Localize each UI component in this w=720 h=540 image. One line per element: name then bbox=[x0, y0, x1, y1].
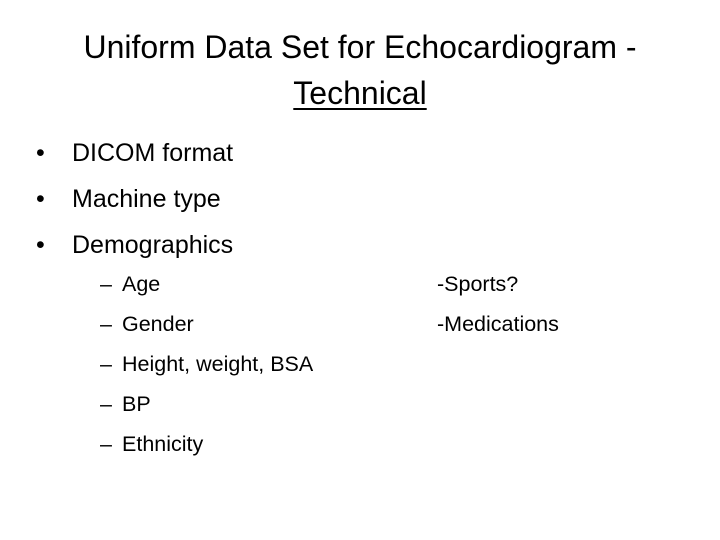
title-line-2: Technical bbox=[293, 75, 427, 111]
sub-bullet-item bbox=[100, 264, 313, 304]
bullet-item bbox=[36, 222, 233, 268]
sub-bullet-item bbox=[100, 344, 313, 384]
sub-bullet-item bbox=[100, 304, 313, 344]
bullet-marker: • bbox=[36, 139, 45, 167]
sub-bullet-text: Ethnicity bbox=[122, 432, 204, 456]
sub-bullet-item bbox=[100, 384, 313, 424]
sub-bullet-list bbox=[100, 264, 313, 464]
bullet-text: DICOM format bbox=[72, 139, 234, 167]
sub-bullet-text: Age bbox=[122, 272, 161, 296]
sub-bullet-item bbox=[100, 424, 313, 464]
sub-bullet-marker: – bbox=[100, 392, 112, 416]
sub-bullet-marker: – bbox=[100, 312, 112, 336]
bullet-item bbox=[36, 176, 233, 222]
slide-title bbox=[20, 24, 700, 116]
bullet-text: Machine type bbox=[72, 185, 221, 213]
sub-bullet-text: Height, weight, BSA bbox=[122, 352, 314, 376]
bullet-marker: • bbox=[36, 231, 45, 259]
side-note: -Sports? bbox=[437, 272, 519, 296]
bullet-marker: • bbox=[36, 185, 45, 213]
sub-bullet-text: BP bbox=[122, 392, 151, 416]
sub-bullet-marker: – bbox=[100, 432, 112, 456]
bullet-list bbox=[36, 130, 233, 268]
title-line-1: Uniform Data Set for Echocardiogram - bbox=[83, 29, 637, 65]
bullet-item bbox=[36, 130, 233, 176]
side-notes bbox=[437, 264, 559, 344]
side-note: -Medications bbox=[437, 312, 559, 336]
sub-bullet-marker: – bbox=[100, 352, 112, 376]
sub-bullet-marker: – bbox=[100, 272, 112, 296]
bullet-text: Demographics bbox=[72, 231, 234, 259]
sub-bullet-text: Gender bbox=[122, 312, 194, 336]
